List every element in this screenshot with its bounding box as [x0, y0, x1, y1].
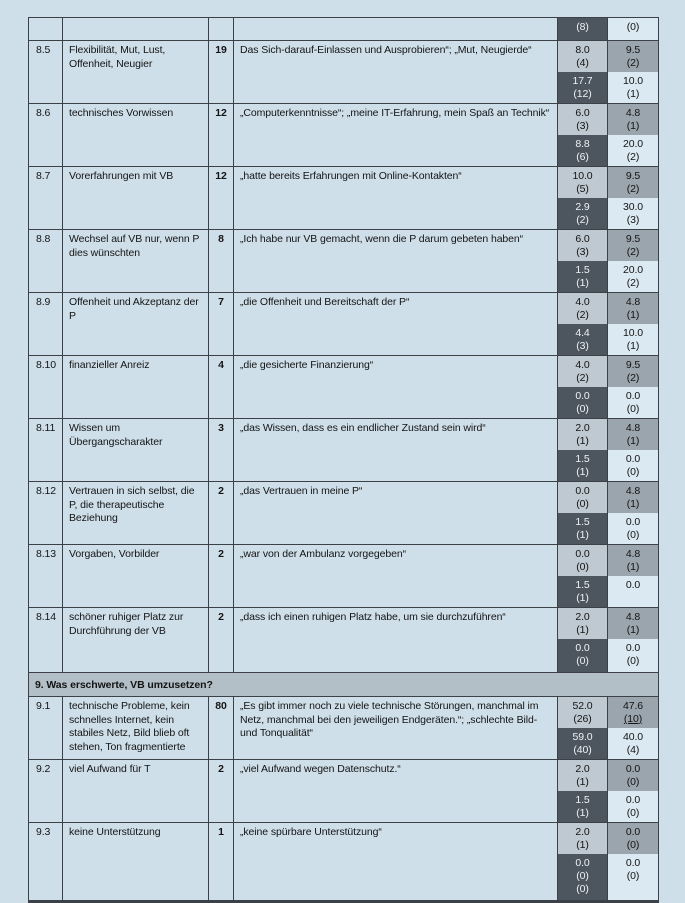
category-label-cell: Flexibilität, Mut, Lust, Offenheit, Neugier [63, 41, 209, 103]
percent-cell-right [608, 823, 658, 900]
row-id-cell: 8.11 [29, 419, 63, 481]
frequency-count-cell: 80 [209, 697, 234, 759]
table-row [29, 230, 658, 293]
empty-cell [209, 18, 234, 40]
percent-cell-right [608, 545, 658, 607]
stat-value-line: (0) [576, 498, 589, 510]
percent-segment-light [558, 545, 607, 576]
stat-value-line: 8.8 [575, 138, 590, 150]
stat-value-line: (0) [576, 561, 589, 573]
frequency-count-cell: 2 [209, 545, 234, 607]
table-row [29, 356, 658, 419]
category-frequency-table [28, 17, 659, 903]
category-label-cell: Vorerfahrungen mit VB [63, 167, 209, 229]
category-label-cell: technisches Vorwissen [63, 104, 209, 166]
percent-segment-mid [608, 608, 658, 639]
percent-cell-left [558, 608, 608, 672]
category-label-cell: finanzieller Anreiz [63, 356, 209, 418]
stat-value-line: (2) [626, 183, 640, 195]
percent-cell-right [608, 41, 658, 103]
stat-value-line: (6) [576, 151, 589, 163]
stat-value-line: 0.0 [625, 794, 641, 806]
stat-value-line: (1) [626, 340, 640, 352]
stat-value-line: (3) [626, 214, 640, 226]
stat-value-line: (1) [576, 592, 589, 604]
stat-value-line: 1.5 [575, 579, 590, 591]
anchor-quote-cell: „Es gibt immer noch zu viele technische Störungen, manchmal im Netz, manchmal bei den jeweiligen Endgeräten.“; „schlechte Bild- und Tonqualität“ [234, 697, 558, 759]
anchor-quote-cell: „Ich habe nur VB gemacht, wenn die P darum gebeten haben“ [234, 230, 558, 292]
percent-segment-xlight [608, 791, 658, 822]
stat-value-line: (4) [626, 744, 640, 756]
stat-value-line: 2.0 [575, 826, 590, 838]
stat-value-line: 10.0 [622, 327, 644, 339]
percent-cell-left [558, 293, 608, 355]
stat-value-line: 0.0 [625, 516, 641, 528]
percent-cell-left [558, 230, 608, 292]
stat-value-line: (1) [626, 624, 640, 636]
anchor-quote-cell: „Computerkenntnisse“; „meine IT-Erfahrung, mein Spaß an Technik“ [234, 104, 558, 166]
stat-value-line: (40) [573, 744, 592, 756]
frequency-count-cell: 12 [209, 167, 234, 229]
percent-cell-right [608, 18, 658, 40]
anchor-quote-cell: „die Offenheit und Bereitschaft der P“ [234, 293, 558, 355]
table-row [29, 419, 658, 482]
category-label-cell: Vorgaben, Vorbilder [63, 545, 209, 607]
stat-value-line: (1) [626, 498, 640, 510]
table-row [29, 293, 658, 356]
stat-value-line: (0) [576, 403, 589, 415]
percent-segment-mid [608, 167, 658, 198]
anchor-quote-cell: „viel Aufwand wegen Datenschutz.“ [234, 760, 558, 822]
stat-value-line: (1) [626, 435, 640, 447]
stat-value-line: (1) [626, 120, 640, 132]
category-label-cell: Vertrauen in sich selbst, die P, die therapeutische Beziehung [63, 482, 209, 544]
percent-segment-dark [558, 576, 607, 607]
stat-value-line: 4.0 [575, 359, 590, 371]
stat-value-line: (0) [576, 655, 589, 667]
percent-segment-dark [558, 198, 607, 229]
percent-segment-mid [608, 482, 658, 513]
percent-cell-right [608, 104, 658, 166]
percent-cell-left [558, 760, 608, 822]
percent-segment-light [558, 760, 607, 791]
percent-cell-right [608, 419, 658, 481]
stat-value-line: (10) [623, 713, 643, 725]
frequency-count-cell: 19 [209, 41, 234, 103]
anchor-quote-cell: „das Vertrauen in meine P“ [234, 482, 558, 544]
stat-value-line: 8.0 [575, 44, 590, 56]
stat-value-line: (8) [576, 21, 589, 33]
empty-cell [29, 18, 63, 40]
category-label-cell: Offenheit und Akzeptanz der P [63, 293, 209, 355]
stat-value-line: (3) [576, 246, 589, 258]
stat-value-line: 4.8 [625, 296, 641, 308]
stat-value-line: (2) [576, 372, 589, 384]
percent-cell-right [608, 230, 658, 292]
percent-segment-xlight [608, 728, 658, 759]
stat-value-line: (1) [576, 277, 589, 289]
stat-value-line: 9.5 [625, 44, 641, 56]
anchor-quote-cell: Das Sich-darauf-Einlassen und Ausprobieren“; „Mut, Neugierde“ [234, 41, 558, 103]
percent-segment-dark [558, 261, 607, 292]
stat-value-line: (2) [626, 372, 640, 384]
category-label-cell: keine Unterstützung [63, 823, 209, 900]
stat-value-line: (1) [576, 435, 589, 447]
frequency-count-cell: 1 [209, 823, 234, 900]
percent-segment-mid [608, 356, 658, 387]
anchor-quote-cell: „die gesicherte Finanzierung“ [234, 356, 558, 418]
percent-segment-mid [608, 293, 658, 324]
percent-segment-xlight [608, 261, 658, 292]
stat-value-line: 1.5 [575, 794, 590, 806]
stat-value-line: 2.0 [575, 763, 590, 775]
row-id-cell: 9.3 [29, 823, 63, 900]
frequency-count-cell: 2 [209, 760, 234, 822]
frequency-count-cell: 4 [209, 356, 234, 418]
stat-value-line: 0.0 [575, 390, 590, 402]
stat-value-line: 0.0 [625, 453, 641, 465]
percent-segment-light [558, 823, 607, 854]
percent-segment-xlight [608, 324, 658, 355]
percent-segment-dark [558, 387, 607, 418]
anchor-quote-cell: „keine spürbare Unterstützung“ [234, 823, 558, 900]
table-row [29, 167, 658, 230]
row-id-cell: 8.6 [29, 104, 63, 166]
table-row [29, 104, 658, 167]
stat-value-line: (1) [576, 466, 589, 478]
percent-segment-light [558, 167, 607, 198]
stat-value-line: 0.0 [575, 642, 590, 654]
percent-cell-left [558, 482, 608, 544]
stat-value-line: 1.5 [575, 453, 590, 465]
stat-value-line: 20.0 [622, 264, 644, 276]
stat-value-line: 17.7 [572, 75, 593, 87]
empty-cell [63, 18, 209, 40]
percent-cell-left [558, 18, 608, 40]
row-id-cell: 8.5 [29, 41, 63, 103]
frequency-count-cell: 2 [209, 482, 234, 544]
stat-value-line: (2) [626, 57, 640, 69]
percent-cell-right [608, 760, 658, 822]
percent-segment-xlight [608, 135, 658, 166]
stat-value-line: 0.0 [625, 390, 641, 402]
stat-value-line: 2.9 [575, 201, 590, 213]
stat-value-line: (0) [626, 655, 640, 667]
stat-value-line: (1) [576, 839, 589, 851]
stat-value-line: 0.0 [625, 579, 641, 591]
percent-segment-light [558, 41, 607, 72]
anchor-quote-cell: „das Wissen, dass es ein endlicher Zustand sein wird“ [234, 419, 558, 481]
row-id-cell: 8.14 [29, 608, 63, 672]
percent-cell-right [608, 167, 658, 229]
frequency-count-cell: 8 [209, 230, 234, 292]
percent-segment-xlight [608, 854, 658, 900]
percent-segment-dark [558, 854, 607, 900]
percent-segment-mid [608, 823, 658, 854]
table-row [29, 697, 658, 760]
stat-value-line: (12) [573, 88, 592, 100]
section-header-row [29, 673, 658, 697]
stat-value-line: 52.0 [572, 700, 593, 712]
percent-cell-left [558, 697, 608, 759]
table-row [29, 823, 658, 902]
stat-value-line: 4.8 [625, 611, 641, 623]
row-id-cell: 8.9 [29, 293, 63, 355]
stat-value-line: 0.0 [575, 548, 590, 560]
stat-value-line: (3) [576, 340, 589, 352]
percent-cell-left [558, 545, 608, 607]
percent-cell-left [558, 356, 608, 418]
frequency-count-cell: 3 [209, 419, 234, 481]
stat-value-line: 9.5 [625, 233, 641, 245]
stat-value-line: (1) [576, 807, 589, 819]
stat-value-line: 59.0 [572, 731, 593, 743]
row-id-cell: 8.12 [29, 482, 63, 544]
row-id-cell: 8.13 [29, 545, 63, 607]
stat-value-line: 0.0 [625, 642, 641, 654]
stat-value-line: (5) [576, 183, 589, 195]
frequency-count-cell: 2 [209, 608, 234, 672]
stat-value-line: 4.4 [575, 327, 590, 339]
row-id-cell: 9.2 [29, 760, 63, 822]
percent-cell-left [558, 419, 608, 481]
table-row [29, 608, 658, 673]
percent-segment-dark [558, 513, 607, 544]
percent-cell-left [558, 41, 608, 103]
table-body [29, 18, 658, 902]
row-id-cell: 9.1 [29, 697, 63, 759]
percent-segment-light [558, 104, 607, 135]
stat-value-line: 4.0 [575, 296, 590, 308]
stat-value-line: 1.5 [575, 516, 590, 528]
stat-value-line: (0) [576, 883, 589, 895]
stat-value-line: 4.8 [625, 485, 641, 497]
stat-value-line: (1) [576, 776, 589, 788]
percent-segment-dark [558, 450, 607, 481]
stat-value-line: (2) [626, 277, 640, 289]
row-id-cell: 8.8 [29, 230, 63, 292]
stat-value-line: 4.8 [625, 422, 641, 434]
stat-value-line: (26) [573, 713, 592, 725]
stat-value-line: (0) [626, 776, 640, 788]
stat-value-line: 9.5 [625, 359, 641, 371]
percent-cell-right [608, 356, 658, 418]
stat-value-line: (2) [576, 214, 589, 226]
percent-segment-mid [608, 545, 658, 576]
stat-value-line: (1) [576, 529, 589, 541]
stat-value-line: 4.8 [625, 107, 641, 119]
stat-value-line: 20.0 [622, 138, 644, 150]
percent-segment-mid [608, 697, 658, 728]
stat-value-line: 4.8 [625, 548, 641, 560]
percent-segment-xlight [608, 639, 658, 672]
stat-value-line: (1) [626, 88, 640, 100]
percent-cell-left [558, 823, 608, 900]
stat-value-line: 47.6 [622, 700, 644, 712]
stat-value-line: (4) [576, 57, 589, 69]
row-id-cell: 8.10 [29, 356, 63, 418]
percent-segment-xlight [608, 198, 658, 229]
percent-segment-mid [608, 760, 658, 791]
stat-value-line: 10.0 [622, 75, 644, 87]
percent-segment-xlight [608, 513, 658, 544]
percent-segment-dark [558, 728, 607, 759]
percent-segment-xlight [608, 387, 658, 418]
percent-segment-dark [558, 72, 607, 103]
percent-cell-left [558, 104, 608, 166]
category-label-cell: Wechsel auf VB nur, wenn P dies wünschten [63, 230, 209, 292]
percent-cell-right [608, 293, 658, 355]
percent-cell-left [558, 167, 608, 229]
stat-value-line: (0) [626, 870, 640, 882]
percent-segment-light [558, 293, 607, 324]
stat-value-line: 30.0 [622, 201, 644, 213]
stat-value-line: (0) [626, 466, 640, 478]
category-label-cell: schöner ruhiger Platz zur Durchführung der VB [63, 608, 209, 672]
stat-value-line: (0) [576, 870, 589, 882]
percent-segment-light [558, 356, 607, 387]
stat-value-line: (3) [576, 120, 589, 132]
stat-value-line: 1.5 [575, 264, 590, 276]
category-label-cell: Wissen um Übergangscharakter [63, 419, 209, 481]
percent-segment-mid [608, 41, 658, 72]
percent-segment-dark [558, 324, 607, 355]
percent-segment-mid [608, 104, 658, 135]
percent-segment-xlight [608, 72, 658, 103]
percent-cell-right [608, 697, 658, 759]
percent-segment-xlight [608, 450, 658, 481]
row-id-cell: 8.7 [29, 167, 63, 229]
percent-segment-dark [558, 135, 607, 166]
stat-value-line: (0) [626, 807, 640, 819]
anchor-quote-cell: „dass ich einen ruhigen Platz habe, um sie durchzuführen“ [234, 608, 558, 672]
table-row [29, 482, 658, 545]
percent-segment-dark [558, 791, 607, 822]
stat-value-line: (2) [576, 309, 589, 321]
stat-value-line: 0.0 [575, 857, 590, 869]
percent-segment-light [558, 697, 607, 728]
stat-value-line: (1) [626, 561, 640, 573]
table-row [29, 41, 658, 104]
category-label-cell: technische Probleme, kein schnelles Internet, kein stabiles Netz, Bild blieb oft stehen, Ton fragmentierte [63, 697, 209, 759]
stat-value-line: (1) [626, 309, 640, 321]
stat-value-line: 10.0 [572, 170, 593, 182]
stat-value-line: 6.0 [575, 233, 590, 245]
stat-value-line: 6.0 [575, 107, 590, 119]
stat-value-line: (0) [626, 839, 640, 851]
percent-segment-light [558, 230, 607, 261]
stat-value-line: 0.0 [575, 485, 590, 497]
stat-value-line: 40.0 [622, 731, 644, 743]
stat-value-line: 0.0 [625, 857, 641, 869]
percent-segment-light [558, 482, 607, 513]
stat-value-line: 9.5 [625, 170, 641, 182]
percent-segment-light [558, 419, 607, 450]
empty-cell [234, 18, 558, 40]
section-title: 9. Was erschwerte, VB umzusetzen? [35, 678, 213, 691]
stat-value-line: (0) [626, 529, 640, 541]
percent-segment-xlight [608, 18, 658, 40]
percent-segment-dark [558, 639, 607, 672]
stat-value-line: (2) [626, 246, 640, 258]
stat-value-line: 0.0 [625, 763, 641, 775]
frequency-count-cell: 12 [209, 104, 234, 166]
stat-value-line: 2.0 [575, 611, 590, 623]
percent-segment-light [558, 608, 607, 639]
stat-value-line: 2.0 [575, 422, 590, 434]
anchor-quote-cell: „war von der Ambulanz vorgegeben“ [234, 545, 558, 607]
category-label-cell: viel Aufwand für T [63, 760, 209, 822]
stat-value-line: 0.0 [625, 826, 641, 838]
percent-cell-right [608, 482, 658, 544]
table-row [29, 545, 658, 608]
frequency-count-cell: 7 [209, 293, 234, 355]
percent-segment-mid [608, 419, 658, 450]
percent-segment-dark [558, 18, 607, 40]
stat-value-line: (0) [626, 403, 640, 415]
percent-segment-mid [608, 230, 658, 261]
stat-value-line: (1) [576, 624, 589, 636]
percent-cell-right [608, 608, 658, 672]
stat-value-line: (0) [626, 21, 640, 33]
percent-segment-xlight [608, 576, 658, 607]
stat-value-line: (2) [626, 151, 640, 163]
carryover-row [29, 18, 658, 41]
anchor-quote-cell: „hatte bereits Erfahrungen mit Online-Kontakten“ [234, 167, 558, 229]
table-row [29, 760, 658, 823]
